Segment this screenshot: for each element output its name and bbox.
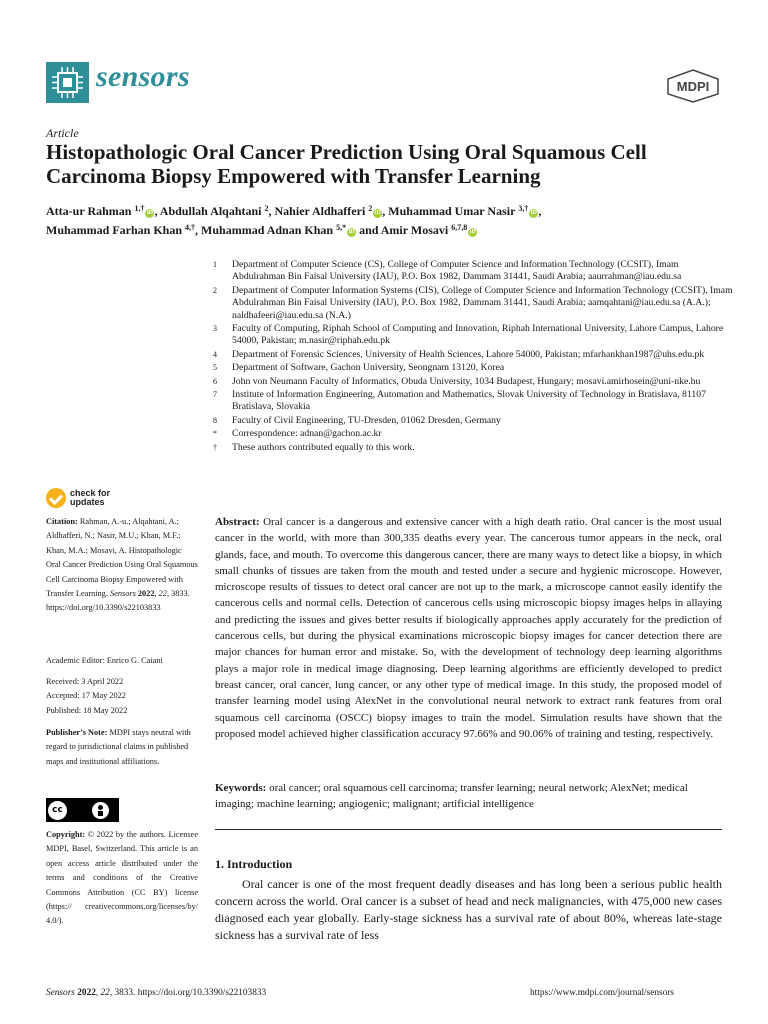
affiliation-mark: 2 — [213, 285, 217, 295]
article-type: Article — [46, 126, 79, 140]
academic-editor: Academic Editor: Enrico G. Caiani — [46, 656, 163, 665]
check-updates-icon — [46, 488, 66, 508]
affiliation-item — [213, 415, 733, 427]
citation-block: Citation: Rahman, A.-u.; Alqahtani, A.; Aldhafferi, N.; Nasir, M.U.; Khan, M.F.; Khan, M.A.; Mosavi, A. Histopathologic Oral Cancer Prediction Using Oral Squamous Cell Carcinoma Biopsy Empowered with Transfer Learning. Sensors 2022, 22, 3833. https://doi.org/10.3390/s22103833 — [46, 517, 198, 613]
affiliation-text: Institute of Information Engineering, Automation and Mathematics, Slovak University of Technology in Bratislava, 81107 Bratislava, Slovakia — [232, 389, 706, 413]
author-name[interactable]: Muhammad Adnan Khan — [201, 223, 334, 237]
affiliation-mark: 7 — [213, 390, 217, 400]
keywords-label: Keywords: — [215, 782, 267, 794]
citation-journal: Sensors — [109, 589, 136, 599]
abstract-label: Abstract: — [215, 516, 260, 528]
affiliation-mark: 1 — [213, 260, 217, 269]
cc-icon: cc — [48, 801, 67, 820]
affiliation-item — [213, 389, 733, 414]
affiliations — [213, 259, 733, 455]
affiliation-item — [213, 362, 733, 374]
check-updates-line1: check for — [70, 488, 111, 498]
page-title: Histopathologic Oral Cancer Prediction Using Oral Squamous Cell Carcinoma Biopsy Empowered with Transfer Learning — [46, 140, 647, 188]
mdpi-logo-text: MDPI — [676, 79, 710, 94]
copyright-label: Copyright: — [46, 830, 86, 839]
check-updates-line2: updates — [70, 497, 105, 507]
author-name[interactable]: Muhammad Farhan Khan — [46, 223, 183, 237]
affiliation-item — [213, 428, 733, 440]
affiliation-item — [213, 349, 733, 361]
affiliation-item — [213, 323, 733, 348]
author-name[interactable]: Abdullah Alqahtani — [159, 204, 262, 218]
author-name[interactable]: Nahier Aldhafferi — [274, 204, 366, 218]
citation-year: 2022 — [137, 589, 155, 599]
affiliation-item — [213, 285, 733, 322]
publisher-note-text: MDPI stays neutral with regard to jurisdictional claims in published maps and institutional affiliations. — [46, 728, 191, 766]
journal-logo-icon — [46, 62, 89, 103]
affiliation-mark: 3 — [213, 324, 217, 334]
author-affiliation-mark: 2 — [368, 204, 373, 213]
author-name[interactable]: Amir Mosavi — [380, 223, 449, 237]
author-name[interactable]: Muhammad Umar Nasir — [388, 204, 516, 218]
mdpi-logo-icon[interactable] — [666, 69, 720, 108]
citation-doi-link[interactable]: 3833. https://doi.org/10.3390/s22103833 — [46, 589, 190, 613]
affiliation-mark: * — [213, 429, 217, 439]
footer-volume: 22 — [100, 988, 110, 998]
footer-journal-url[interactable]: https://www.mdpi.com/journal/sensors — [530, 988, 675, 998]
orcid-icon[interactable]: iD — [374, 210, 381, 216]
affiliation-item — [213, 259, 733, 284]
citation-volume: 22 — [158, 589, 167, 599]
affiliation-text: Faculty of Civil Engineering, TU-Dresden, 01062 Dresden, Germany — [232, 414, 501, 426]
copyright-text: © 2022 by the authors. Licensee MDPI, Basel, Switzerland. This article is an open access article distributed under the terms and conditions of the Creative Commons Attribution (CC BY) license (https:// creativecommons.org/licenses/by/ 4.0/). — [46, 830, 199, 926]
citation-label: Citation: — [46, 517, 78, 526]
author-affiliation-mark: 2 — [264, 204, 269, 213]
journal-name[interactable]: sensors — [96, 60, 190, 93]
footer-doi-link[interactable]: , 3833. https://doi.org/10.3390/s22103833 — [109, 988, 267, 998]
keywords — [215, 780, 722, 813]
affiliation-mark: 8 — [213, 415, 217, 425]
citation-text: Rahman, A.-u.; Alqahtani, A.; Aldhafferi, N.; Nasir, M.U.; Khan, M.F.; Khan, M.A.; Mosavi, A. Histopathologic Oral Cancer Prediction Using Oral Squamous Cell Carcinoma Biopsy Empowered with Transfer Learning. — [46, 517, 198, 599]
publisher-note-label: Publisher’s Note: — [46, 728, 108, 737]
affiliation-text: John von Neumann Faculty of Informatics, Obuda University, 1034 Budapest, Hungary; mosavi.amirhosein@uni-nke.hu — [232, 375, 701, 387]
author-affiliation-mark: 3,† — [518, 204, 529, 213]
affiliation-mark: † — [213, 442, 217, 452]
author-name[interactable]: Atta-ur Rahman — [46, 204, 132, 218]
orcid-icon[interactable]: iD — [469, 229, 476, 235]
introduction-text: Oral cancer is one of the most frequent deadly diseases and has long been a serious public health concern across the world. Oral cancer is a subset of head and neck malignancies, with 475,000 new cases diagnosed each year globally. Early-stage sickness has a survival rate of about 80%, whereas late-stage sickness has a survival rate of less — [215, 877, 722, 942]
cc-by-license-icon[interactable] — [46, 798, 119, 822]
affiliation-text: These authors contributed equally to this work. — [232, 441, 415, 453]
affiliation-mark: 4 — [213, 349, 217, 359]
orcid-icon[interactable]: iD — [348, 229, 355, 235]
affiliation-text: Department of Computer Information Systems (CIS), College of Computer Science and Information Technology (CCSIT), Imam Abdulrahman Bin Faisal University (IAU), P.O. Box 1982, Dammam 31441, Saudi Arabia; aamqahtani@iau.edu.sa (A.A.); naldhafeeri@iau.edu.sa (N.A.) — [232, 284, 733, 321]
affiliation-text: Faculty of Computing, Riphah School of Computing and Innovation, Riphah International University, Lahore Campus, Lahore 54000, Pakistan; m.nasir@riphah.edu.pk — [232, 323, 724, 347]
copyright-block — [46, 828, 198, 929]
author-affiliation-mark: 4,† — [185, 223, 196, 232]
orcid-icon[interactable]: iD — [530, 210, 537, 216]
section-heading: 1. Introduction — [215, 857, 293, 871]
author-affiliation-mark: 5,* — [336, 223, 347, 232]
abstract — [215, 514, 722, 742]
footer-journal: Sensors — [46, 988, 75, 998]
author-list: Atta-ur Rahman $^{1,\dagger}$ iD , Abdullah Alqahtani $^2$, Nahier Aldhafferi $^2$ iD , Muhammad Umar Nasir $^{3,\dagger}$ iD , Muhammad Farhan Khan $^{4,\dagger}$, Muhammad Adnan Khan $^{5,*}$ iD and Amir Mosavi $^{6,7,8}$ iD — [46, 204, 542, 237]
author-affiliation-mark: 6,7,8 — [451, 223, 468, 232]
affiliation-text: Correspondence: adnan@gachon.ac.kr — [232, 428, 382, 440]
received-date: Received: 3 April 2022 — [46, 677, 124, 686]
affiliation-item — [213, 442, 733, 454]
footer-year: 2022 — [77, 988, 96, 998]
affiliation-item — [213, 376, 733, 388]
abstract-text: Oral cancer is a dangerous and extensive cancer with a high death ratio. Oral cancer is the most usual cancer in the world, with more than 300,335 deaths every year. The cancerous tumor appears in the neck, oral glands, face, and mouth. To overcome this dangerous cancer, there are many ways to detect like a biopsy, in which small chunks of tissues are taken from the mouth and tested under a secure and hygienic microscope. However, microscope results of tissues to detect oral cancer are not up to the mark, a microscope cannot easily identify the cancerous cells and normal cells. Detection of cancerous cells using microscopic biopsy images helps in allaying and predicting the issues and gives better results if biologically approaches apply accurately for the prediction of cancerous cells, but during the physical examinations microscopic biopsy images for cancer detection there are major chances for human error and mistake. So, with the development of technology deep learning algorithms plays a major role in medical image diagnosing. Deep learning algorithms are efficiently developed to predict breast cancer, oral cancer, lung cancer, or any other type of medical image. In this study, the proposed model of transfer learning model using AlexNet in the convolutional neural network to extract rank features from oral squamous cell carcinoma (OSCC) biopsy images to train the model. Simulation results have shown that the proposed model achieved higher classification accuracy 97.66% and 90.06% of training and testing, respectively. — [215, 516, 723, 740]
affiliation-text: Department of Forensic Sciences, University of Health Sciences, Lahore 54000, Pakistan; mfarhankhan1987@uhs.edu.pk — [232, 348, 705, 360]
affiliation-text: Department of Software, Gachon University, Seongnam 13120, Korea — [232, 362, 505, 374]
keywords-text: oral cancer; oral squamous cell carcinoma; transfer learning; neural network; AlexNet; medical imaging; machine learning; angiogenic; malignant; artificial intelligence — [215, 782, 688, 811]
footer-citation: Sensors 2022, 22, 3833. https://doi.org/10.3390/s22103833 — [46, 988, 267, 998]
check-updates-button[interactable] — [46, 488, 110, 508]
author-affiliation-mark: 1,† — [134, 204, 145, 213]
attribution-icon — [92, 802, 109, 819]
publisher-note — [46, 726, 198, 769]
affiliation-mark: 6 — [213, 376, 217, 386]
dates-block — [46, 675, 198, 718]
affiliation-mark: 5 — [213, 363, 217, 373]
published-date: Published: 18 May 2022 — [46, 705, 128, 715]
accepted-date: Accepted: 17 May 2022 — [46, 691, 126, 701]
section-divider — [215, 829, 722, 830]
orcid-icon[interactable]: iD — [146, 210, 153, 216]
affiliation-text: Department of Computer Science (CS), College of Computer Science and Information Technology (CCSIT), Imam Abdulrahman Bin Faisal University (IAU), P.O. Box 1982, Dammam 31441, Saudi Arabia; aaurrahman@iau.edu.sa — [232, 259, 682, 283]
